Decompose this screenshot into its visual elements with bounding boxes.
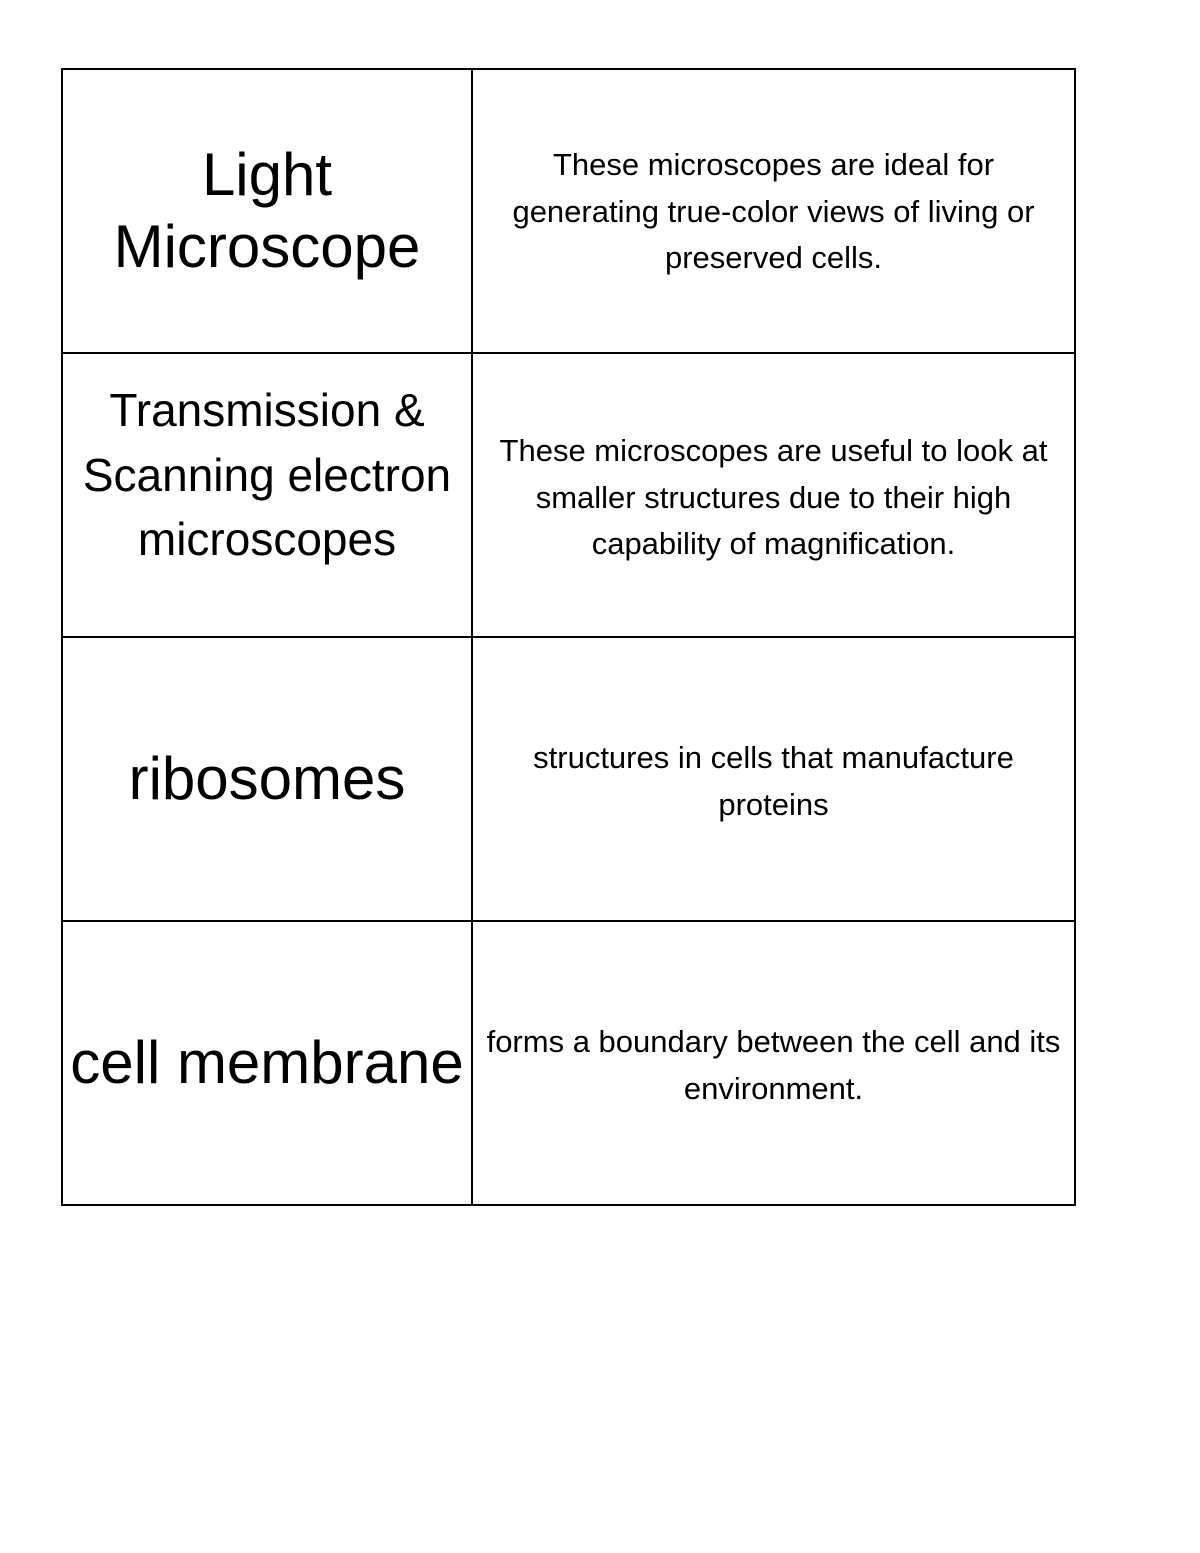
card-row xyxy=(62,69,1075,353)
definition-cell: structures in cells that manufacture proteins xyxy=(472,637,1075,921)
definition-cell: These microscopes are ideal for generating true-color views of living or preserved cells. xyxy=(472,69,1075,353)
flashcard-table xyxy=(61,68,1076,1206)
card-row xyxy=(62,921,1075,1205)
term-cell: ribosomes xyxy=(62,637,472,921)
term-cell: Transmission & Scanning electron microscopes xyxy=(62,353,472,637)
card-row xyxy=(62,353,1075,637)
card-row xyxy=(62,637,1075,921)
definition-cell: These microscopes are useful to look at smaller structures due to their high capability of magnification. xyxy=(472,353,1075,637)
term-cell: Light Microscope xyxy=(62,69,472,353)
term-cell: cell membrane xyxy=(62,921,472,1205)
definition-cell: forms a boundary between the cell and its environment. xyxy=(472,921,1075,1205)
